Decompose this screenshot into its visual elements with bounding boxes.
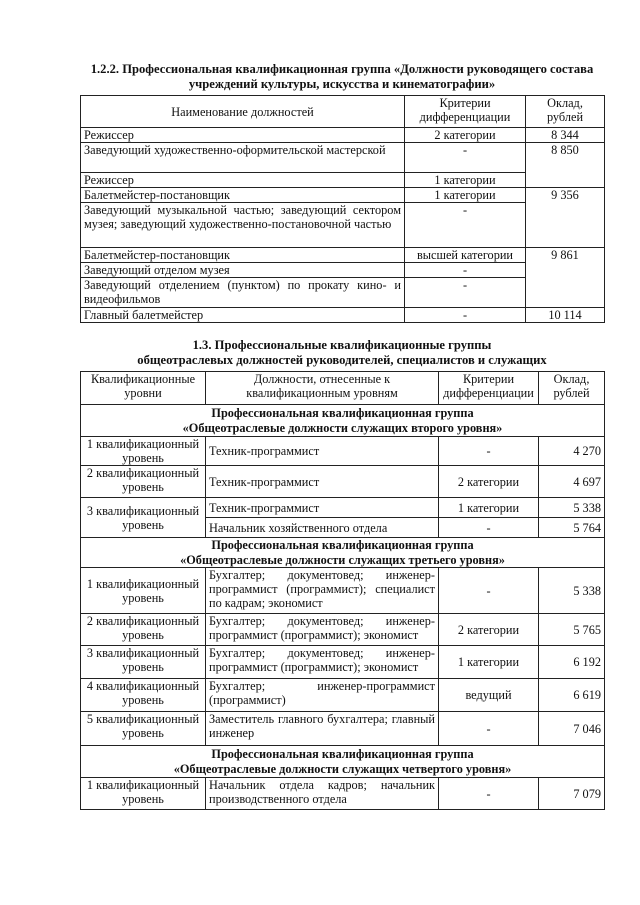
table-row <box>81 308 605 323</box>
qualification-level: 2 квалификационный уровень <box>81 466 206 498</box>
header-criteria: Критерии дифференциации <box>405 96 526 128</box>
position-name: Режиссер <box>81 128 405 143</box>
table-row <box>81 568 605 614</box>
header-positions: Должности, отнесенные к квалификационным уровням <box>206 372 439 405</box>
position-name: Заведующий отделом музея <box>81 263 405 278</box>
position-name: Балетмейстер-постановщик <box>81 188 405 203</box>
position: Бухгалтер; документовед; инженер-программист (программист); экономист <box>206 614 439 646</box>
group1-title: Профессиональная квалификационная группа <box>211 406 474 420</box>
header-level: Квалификационные уровни <box>81 372 206 405</box>
position: Техник-программист <box>206 498 439 518</box>
qualification-level: 3 квалификационный уровень <box>81 646 206 679</box>
salary: 6 619 <box>539 679 605 712</box>
qualification-level: 5 квалификационный уровень <box>81 712 206 746</box>
salary: 6 192 <box>539 646 605 679</box>
table-general-positions <box>80 371 605 810</box>
section2-title-line2: общеотраслевых должностей руководителей, специалистов и служащих <box>137 353 547 367</box>
group-header-row <box>81 405 605 437</box>
criteria: 1 категории <box>405 173 526 188</box>
group1-subtitle: «Общеотраслевые должности служащих второго уровня» <box>182 420 503 435</box>
position: Начальник хозяйственного отдела <box>206 518 439 538</box>
table-row <box>81 143 605 173</box>
criteria: - <box>405 143 526 173</box>
position: Начальник отдела кадров; начальник производственного отдела <box>206 778 439 810</box>
qualification-level: 1 квалификационный уровень <box>81 568 206 614</box>
criteria: - <box>439 778 539 810</box>
criteria: высшей категории <box>405 248 526 263</box>
position: Техник-программист <box>206 466 439 498</box>
table-row <box>81 646 605 679</box>
salary: 9 861 <box>526 248 605 308</box>
section1-title-line2: учреждений культуры, искусства и кинематографии» <box>188 77 496 91</box>
salary: 8 344 <box>526 128 605 143</box>
table-row <box>81 248 605 263</box>
salary: 5 764 <box>539 518 605 538</box>
position-name: Балетмейстер-постановщик <box>81 248 405 263</box>
header-salary: Оклад, рублей <box>526 96 605 128</box>
position: Бухгалтер; документовед; инженер-программист (программист); специалист по кадрам; экономист <box>206 568 439 614</box>
criteria: 2 категории <box>405 128 526 143</box>
criteria: 2 категории <box>439 466 539 498</box>
table-row <box>81 128 605 143</box>
salary: 4 697 <box>539 466 605 498</box>
group3-subtitle: «Общеотраслевые должности служащих четвертого уровня» <box>173 761 512 776</box>
salary: 5 765 <box>539 614 605 646</box>
criteria: 1 категории <box>405 188 526 203</box>
table-row <box>81 712 605 746</box>
criteria: - <box>439 518 539 538</box>
qualification-level: 4 квалификационный уровень <box>81 679 206 712</box>
salary: 10 114 <box>526 308 605 323</box>
section2-title-line1: 1.3. Профессиональные квалификационные группы <box>192 338 492 352</box>
section1-title-line1: 1.2.2. Профессиональная квалификационная группа «Должности руководящего состава <box>90 62 594 76</box>
salary: 5 338 <box>539 568 605 614</box>
header-criteria: Критерии дифференциации <box>439 372 539 405</box>
position-name: Режиссер <box>81 173 405 188</box>
position-name: Заведующий музыкальной частью; заведующий сектором музея; заведующий художественно-постановочной частью <box>81 203 405 248</box>
criteria: - <box>439 568 539 614</box>
qualification-level: 3 квалификационный уровень <box>81 498 206 538</box>
header-name: Наименование должностей <box>81 96 405 128</box>
qualification-level: 1 квалификационный уровень <box>81 778 206 810</box>
criteria: 2 категории <box>439 614 539 646</box>
position: Заместитель главного бухгалтера; главный инженер <box>206 712 439 746</box>
position: Бухгалтер; инженер-программист (программист) <box>206 679 439 712</box>
criteria: - <box>405 203 526 248</box>
section2-title <box>80 338 604 368</box>
table-culture-management <box>80 95 605 323</box>
group-header-row <box>81 746 605 778</box>
criteria: - <box>405 308 526 323</box>
criteria: 1 категории <box>439 498 539 518</box>
table-row <box>81 188 605 203</box>
criteria: - <box>439 437 539 466</box>
criteria: ведущий <box>439 679 539 712</box>
salary: 9 356 <box>526 188 605 248</box>
group-header-row <box>81 538 605 568</box>
salary: 7 079 <box>539 778 605 810</box>
section1-title <box>80 62 604 92</box>
group2-header <box>81 538 605 568</box>
position-name: Заведующий отделением (пунктом) по прокату кино- и видеофильмов <box>81 278 405 308</box>
qualification-level: 2 квалификационный уровень <box>81 614 206 646</box>
salary: 4 270 <box>539 437 605 466</box>
position-name: Заведующий художественно-оформительской мастерской <box>81 143 405 173</box>
criteria: 1 категории <box>439 646 539 679</box>
criteria: - <box>439 712 539 746</box>
position: Техник-программист <box>206 437 439 466</box>
criteria: - <box>405 263 526 278</box>
group1-header <box>81 405 605 437</box>
position-name: Главный балетмейстер <box>81 308 405 323</box>
group3-header <box>81 746 605 778</box>
table-row <box>81 498 605 518</box>
header-salary: Оклад, рублей <box>539 372 605 405</box>
table-header-row <box>81 372 605 405</box>
salary: 5 338 <box>539 498 605 518</box>
group3-title: Профессиональная квалификационная группа <box>211 747 474 761</box>
criteria: - <box>405 278 526 308</box>
salary: 7 046 <box>539 712 605 746</box>
table-header-row <box>81 96 605 128</box>
table-row <box>81 614 605 646</box>
table-row <box>81 778 605 810</box>
table-row <box>81 679 605 712</box>
qualification-level: 1 квалификационный уровень <box>81 437 206 466</box>
table-row <box>81 466 605 498</box>
table-row <box>81 437 605 466</box>
salary: 8 850 <box>526 143 605 188</box>
group2-title: Профессиональная квалификационная группа <box>211 538 474 552</box>
position: Бухгалтер; документовед; инженер-программист (программист); экономист <box>206 646 439 679</box>
group2-subtitle: «Общеотраслевые должности служащих третьего уровня» <box>180 552 505 567</box>
